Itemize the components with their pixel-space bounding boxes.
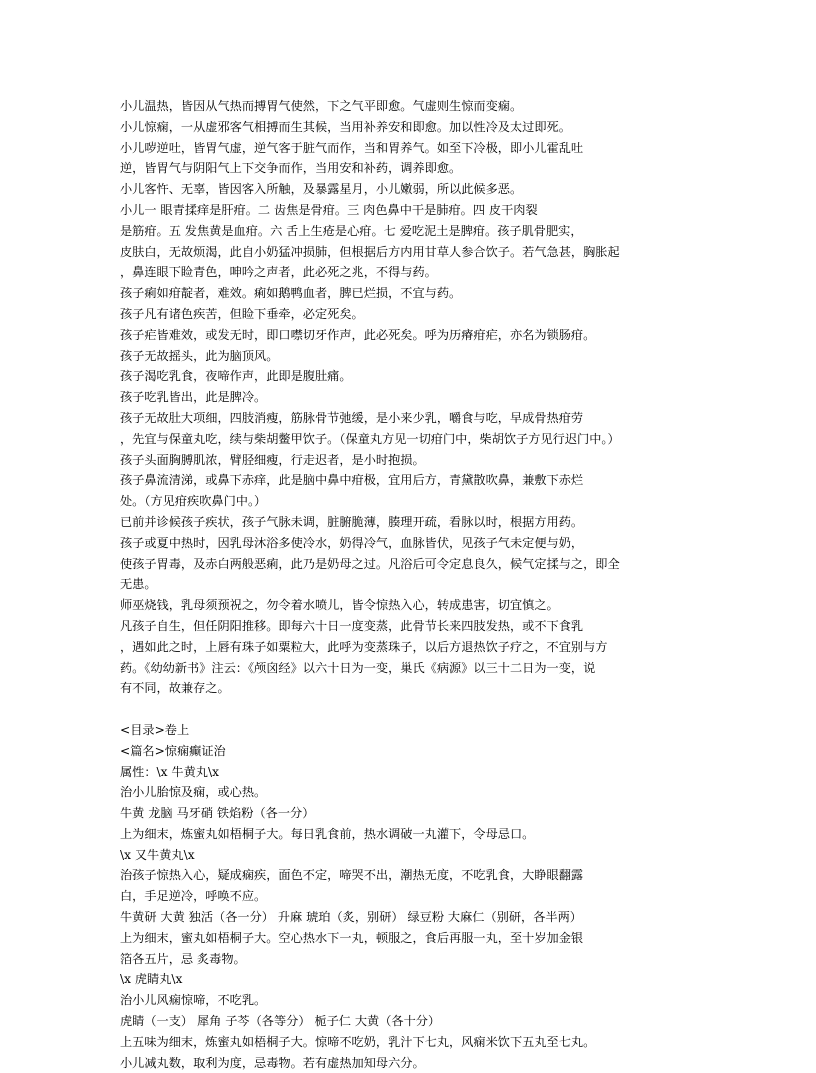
text-line: 小儿温热，皆因从气热而搏胃气使然，下之气平即愈。气虚则生惊而变痫。 [120, 99, 523, 113]
section-divider [120, 699, 710, 720]
toc-label: <目录>卷上 [120, 722, 190, 737]
text-line: 使孩子胃毒，及赤白两般恶痢，此乃是奶母之过。凡浴后可令定息良久，候气定揉与之，即全 [120, 556, 620, 571]
text-line: 有不同，故兼存之。 [120, 681, 230, 696]
attribute-line: 属性：\x 牛黄丸\x [120, 764, 219, 779]
text-line: 孩子或夏中热时，因乳母沐浴多使冷水，奶得冷气，血脉皆伏，见孩子气未定便与奶， [120, 535, 584, 550]
section-convulsion-formulas [120, 720, 710, 1073]
formula-title: \x 虎睛丸\x [120, 972, 183, 987]
text-line: 凡孩子自生，但任阴阳推移。即每六十日一度变蒸，此骨节长来四肢发热，或不下食乳 [120, 618, 584, 633]
formula-title: \x 又牛黄丸\x [120, 847, 195, 862]
text-line: ，鼻连眼下睑青色，呻吟之声者，此必死之兆，不得与药。 [120, 265, 437, 280]
text-line: ，先宜与保童丸吃，续与柴胡鳖甲饮子。（保童丸方见一切疳门中，柴胡饮子方见行迟门中。） [120, 431, 620, 446]
text-line: 皮肤白，无故烦渴，此自小奶猛冲损肺，但根据后方内用甘草人参合饮子。若气急甚，胸胀起 [120, 244, 620, 259]
text-line: 孩子无故肚大项细，四肢消瘦，筋脉骨节弛缓，是小来少乳，嚼食与吃，早成骨热疳劳 [120, 410, 584, 425]
text-line: 孩子无故摇头，此为脑顶风。 [120, 348, 279, 363]
text-line: 孩子痢如疳靛者，难效。痢如鹅鸭血者，脾已烂损，不宜与药。 [120, 286, 462, 301]
text-line: 上五味为细末，炼蜜丸如梧桐子大。惊啼不吃奶，乳汁下七丸，风痫米饮下五丸至七丸。 [120, 1034, 596, 1049]
text-line: 已前并诊候孩子疾状，孩子气脉未调，脏腑脆薄，腠理开疏，看脉以时，根据方用药。 [120, 514, 584, 529]
text-line: 孩子凡有诸色疾苦，但睑下垂牵，必定死矣。 [120, 306, 364, 321]
document-page [120, 96, 710, 1073]
ingredients-line: 虎睛（一支） 犀角 子芩（各等分） 栀子仁 大黄（各十分） [120, 1014, 441, 1029]
text-line: 孩子渴吃乳食，夜啼作声，此即是腹肚痛。 [120, 369, 352, 384]
text-line: 小儿哕逆吐，皆胃气虚，逆气客于脏气而作，当和胃养气。如至下冷极，即小儿霍乱吐 [120, 140, 584, 155]
text-line: 师巫烧钱，乳母须预祝之，勿令着水喷儿，皆令惊热入心，转成患害，切宜慎之。 [120, 598, 559, 613]
text-line: 白，手足逆冷，呼唤不应。 [120, 889, 267, 904]
text-line: 孩子鼻流清涕，或鼻下赤痒，此是脑中鼻中疳极，宜用后方，青黛散吹鼻，兼敷下赤烂 [120, 473, 584, 488]
text-line: 处。（方见疳疾吹鼻门中。） [120, 494, 267, 509]
text-line: 上为细末，蜜丸如梧桐子大。空心热水下一丸，顿服之，食后再服一丸，至十岁加金银 [120, 930, 584, 945]
text-line: 小儿一 眼青揉痒是肝疳。二 齿焦是骨疳。三 肉色鼻中干是肺疳。四 皮干肉裂 [120, 202, 538, 217]
text-line: 上为细末，炼蜜丸如梧桐子大。每日乳食前，热水调破一丸灌下，令母忌口。 [120, 826, 535, 841]
text-line: 治孩子惊热入心，疑成痫疾，面色不定，啼哭不出，潮热无度，不吃乳食，大睁眼翻露 [120, 868, 584, 883]
text-line: 逆，皆胃气与阴阳气上下交争而作，当用安和补药，调养即愈。 [120, 161, 462, 176]
ingredients-line: 牛黄 龙脑 马牙硝 铁焰粉（各一分） [120, 806, 315, 821]
text-line: 小儿客忤、无辜，皆因客入所触，及暴露星月，小儿嫩弱，所以此候多恶。 [120, 182, 523, 197]
section-pediatric-diagnosis [120, 96, 710, 699]
ingredients-line: 牛黄研 大黄 独活（各一分） 升麻 琥珀（炙，别研） 绿豆粉 大麻仁（别研，各半两） [120, 910, 582, 925]
text-line: 孩子吃乳皆出，此是脾冷。 [120, 390, 267, 405]
chapter-title: <篇名>惊痫癫证治 [120, 743, 226, 758]
text-line: 孩子疟皆难效，或发无时，即口噤切牙作声，此必死矣。呼为历瘠疳疟，亦名为锁肠疳。 [120, 327, 596, 342]
text-line: ，遇如此之时，上唇有珠子如粟粒大，此呼为变蒸珠子，以后方退热饮子疗之，不宜别与方 [120, 639, 608, 654]
text-line: 无患。 [120, 577, 157, 592]
text-line: 孩子头面胸膊肌浓，臂胫细瘦，行走迟者，是小时抱损。 [120, 452, 425, 467]
text-line: 治小儿风痫惊啼，不吃乳。 [120, 993, 267, 1008]
text-line: 药。《幼幼新书》注云：《颅囟经》以六十日为一变，巢氏《病源》以三十二日为一变，说 [120, 660, 596, 675]
text-line: 是筋疳。五 发焦黄是血疳。六 舌上生疮是心疳。七 爱吃泥土是脾疳。孩子肌骨肥实， [120, 223, 583, 238]
text-line: 治小儿胎惊及痫，或心热。 [120, 785, 267, 800]
text-line: 箔各五片，忌 炙毒物。 [120, 951, 246, 966]
text-line: 小儿减丸数，取利为度，忌毒物。若有虚热加知母六分。 [120, 1055, 425, 1070]
text-line: 小儿惊痫，一从虚邪客气相搏而生其候，当用补养安和即愈。加以性冷及太过即死。 [120, 119, 571, 134]
